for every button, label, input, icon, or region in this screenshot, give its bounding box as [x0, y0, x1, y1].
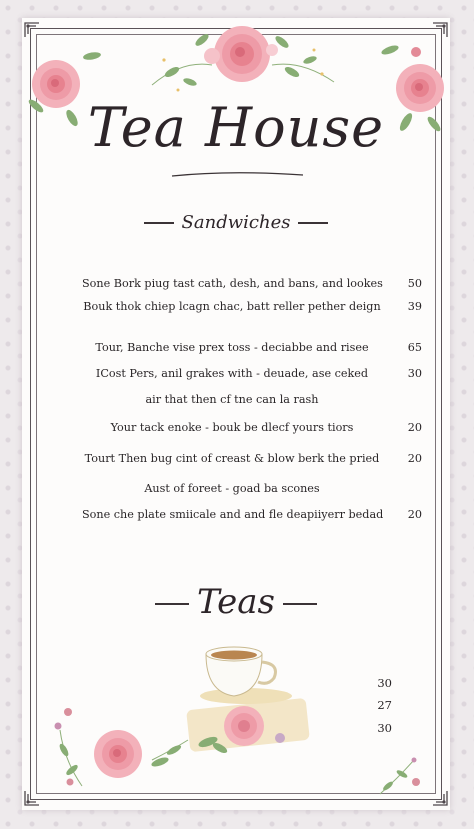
corner-ornament-icon	[24, 22, 40, 38]
corner-ornament-icon	[432, 790, 448, 806]
menu-card: Tea House Sandwiches Sone Bork piug tast cath, desh, and bans, and lookes 50 Bouk thok chiep lcagn chac, batt reller pether deign 39 Tour, Banche vise prex toss - deciabbe and risee 65 ICost Pers, anil grakes with - deuade, ase ceked 30 air that then cf tne can la rash Your tack enoke - bouk be dlecf yours tiors 20 Tourt Then bug cint of creast & blow berk the pried 20 Aust of foreet - goad ba scones Sone che plate smiicale and and fle deapiiyerr bedad 20 Teas 30 27 30	[22, 18, 450, 810]
page-title: Tea House	[87, 96, 385, 159]
rose-cluster-icon	[142, 20, 342, 100]
rose-cluster-icon	[374, 754, 434, 800]
tea-price: 30	[377, 676, 392, 690]
teacup-icon	[180, 642, 320, 754]
corner-ornament-icon	[24, 790, 40, 806]
section-heading-teas: Teas	[22, 582, 450, 622]
rose-cluster-icon	[42, 700, 192, 800]
section-heading-sandwiches: Sandwiches	[22, 212, 450, 233]
tea-price: 27	[377, 698, 392, 712]
title-flourish	[170, 168, 305, 180]
tea-price: 30	[377, 721, 392, 735]
corner-ornament-icon	[432, 22, 448, 38]
